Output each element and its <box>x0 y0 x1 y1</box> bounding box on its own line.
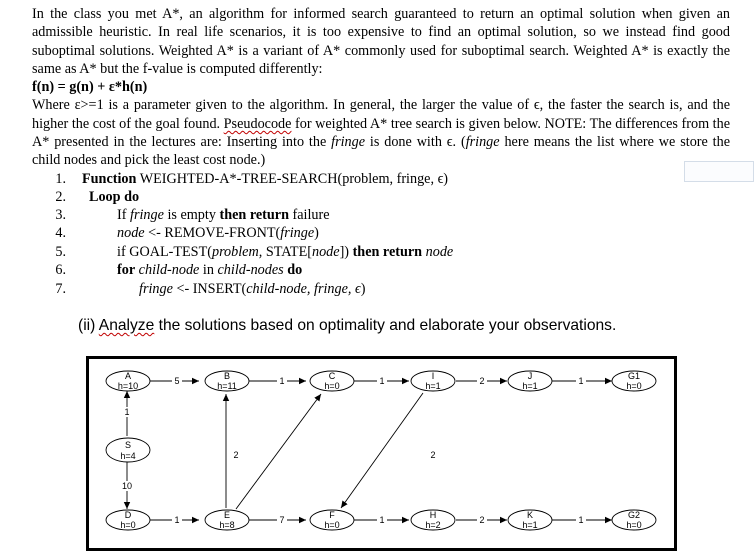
graph-edges <box>124 381 612 520</box>
node-name: J <box>527 371 533 381</box>
cost-e-f: 7 <box>279 515 285 525</box>
code-line-4: node <- REMOVE-FRONT(fringe) <box>117 225 319 241</box>
node-name: B <box>223 371 231 381</box>
node-name: H <box>429 510 437 520</box>
line-number: 3. <box>55 207 66 223</box>
line-number: 6. <box>55 262 66 278</box>
node-name: C <box>328 371 336 381</box>
node-heuristic: h=1 <box>522 520 538 530</box>
cost-s-a: 1 <box>124 407 130 417</box>
code-line-1: Function WEIGHTED-A*-TREE-SEARCH(problem, fringe, ϵ) <box>82 171 449 187</box>
node-heuristic: h=0 <box>626 520 642 530</box>
node-heuristic: h=8 <box>219 520 235 530</box>
cost-i-f: 2 <box>430 450 436 460</box>
cost-b-c: 1 <box>279 376 285 386</box>
node-name: G1 <box>627 371 641 381</box>
edge-labels <box>119 376 586 525</box>
node-heuristic: h=1 <box>425 381 441 391</box>
code-line-7: fringe <- INSERT(child-node, fringe, ϵ) <box>139 281 366 297</box>
node-b <box>205 371 249 391</box>
cost-s-d: 10 <box>121 481 133 491</box>
line-number: 7. <box>55 281 66 297</box>
node-heuristic: h=11 <box>217 381 237 391</box>
cost-e-b: 2 <box>233 450 239 460</box>
node-name: E <box>223 510 231 520</box>
code-line-3: If fringe is empty then return failure <box>117 207 330 223</box>
node-d <box>106 510 150 530</box>
line-number: 4. <box>55 225 66 241</box>
cost-f-h: 1 <box>379 515 385 525</box>
code-line-5: if GOAL-TEST(problem, STATE[node]) then return node <box>117 244 454 260</box>
node-f <box>310 510 354 530</box>
line-number: 2. <box>55 189 66 205</box>
node-heuristic: h=10 <box>117 381 139 391</box>
epsilon-paragraph: Where ε>=1 is a parameter given to the algorithm. In general, the larger the value of ϵ, the faster the search is, and the higher the cost of the goal found. Pseudocode for weighted A* tree search is given below. NOTE: The differences from the A* presented in the lectures are: Inserting into the fringe is done with ϵ. (fringe here means the list where we store the child nodes and pick the least cost node.) <box>32 97 731 169</box>
edge-f-c <box>236 394 321 509</box>
cost-k-g2: 1 <box>578 515 584 525</box>
node-heuristic: h=4 <box>120 451 136 461</box>
node-g2 <box>612 510 656 530</box>
cost-d-e: 1 <box>174 515 180 525</box>
node-c <box>310 371 354 391</box>
cost-a-b: 5 <box>174 376 180 386</box>
node-j <box>508 371 552 391</box>
node-heuristic: h=2 <box>425 520 441 530</box>
search-graph-figure <box>86 356 677 551</box>
node-i <box>411 371 455 391</box>
search-graph <box>86 356 677 551</box>
code-line-2: Loop do <box>89 189 140 205</box>
node-name: D <box>124 510 132 520</box>
intro-paragraph: In the class you met A*, an algorithm for informed search guaranteed to return an optimal solution when given an admissible heuristic. In real life scenarios, it is too expensive to find an optimal solution, so we instead find good suboptimal solutions. Weighted A* is a variant of A* commonly used for suboptimal search. Weighted A* is exactly the same as A* but the f-value is computed differently: <box>32 6 730 77</box>
node-a <box>106 371 150 391</box>
cost-j-g1: 1 <box>578 376 584 386</box>
node-name: A <box>124 371 132 381</box>
node-heuristic: h=0 <box>324 520 340 530</box>
node-k <box>508 510 552 530</box>
node-heuristic: h=0 <box>120 520 136 530</box>
cost-h-k: 2 <box>479 515 485 525</box>
node-h <box>411 510 455 530</box>
edge-i-f <box>341 393 423 508</box>
node-name: G2 <box>627 510 641 520</box>
node-e <box>205 510 249 530</box>
node-heuristic: h=1 <box>522 381 538 391</box>
node-s <box>106 438 150 462</box>
node-name: K <box>526 510 534 520</box>
node-heuristic: h=0 <box>324 381 340 391</box>
line-number: 5. <box>55 244 66 260</box>
analyze-word: Analyze <box>98 317 155 334</box>
question-ii: (ii) Analyze the solutions based on optimality and elaborate your observations. <box>78 317 617 334</box>
cost-c-i: 1 <box>379 376 385 386</box>
node-heuristic: h=0 <box>626 381 642 391</box>
line-number: 1. <box>55 171 66 187</box>
cost-i-j: 2 <box>479 376 485 386</box>
node-name: F <box>329 510 335 520</box>
pseudocode-word: Pseudocode <box>223 115 292 132</box>
weighted-f-formula: f(n) = g(n) + ε*h(n) <box>32 79 148 96</box>
node-name: S <box>124 440 132 450</box>
graph-nodes <box>106 371 656 530</box>
code-line-6: for child-node in child-nodes do <box>117 262 303 278</box>
node-g1 <box>612 371 656 391</box>
node-name: I <box>431 371 435 381</box>
